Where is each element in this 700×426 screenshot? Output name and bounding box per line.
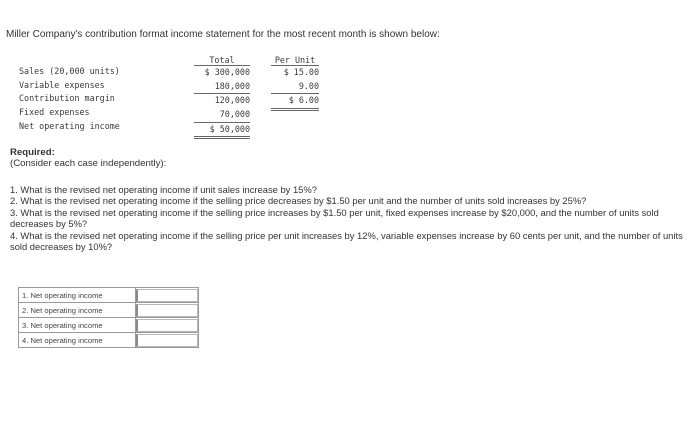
- answer-cell-1: [136, 288, 199, 303]
- total-net-operating-income: $ 50,000: [194, 123, 250, 140]
- answer-input-1[interactable]: [136, 289, 198, 302]
- question-2: 2. What is the revised net operating income if the selling price decreases by $1.50 per unit and the number of units sold increases by 25%?: [10, 195, 587, 207]
- required-title: Required:: [10, 147, 55, 158]
- total-sales: $ 300,000: [204, 67, 250, 77]
- row-label-contribution-margin: Contribution margin: [19, 93, 115, 104]
- question-4: 4. What is the revised net operating income if the selling price per unit increases by 12%, variable expenses increase by 60 cents per unit, and the number of units sold decreases by 10%?: [10, 229, 683, 253]
- per-unit-column: [271, 55, 319, 111]
- answer-row: [19, 333, 199, 348]
- answer-cell-2: [136, 303, 199, 318]
- answer-input-4[interactable]: [136, 334, 198, 347]
- answer-cell-4: [136, 333, 199, 348]
- per-unit-sales: $ 15.00: [283, 67, 319, 77]
- row-label-fixed-expenses: Fixed expenses: [19, 107, 90, 118]
- answer-label-2: 2. Net operating income: [19, 303, 136, 318]
- answer-cell-3: [136, 318, 199, 333]
- per-unit-header: Per Unit: [271, 55, 319, 66]
- total-fixed-expenses: 70,000: [194, 108, 250, 123]
- answer-row: [19, 318, 199, 333]
- row-label-net-operating-income: Net operating income: [19, 120, 120, 131]
- answer-input-3[interactable]: [136, 319, 198, 332]
- per-unit-contribution-margin: $ 6.00: [271, 94, 319, 111]
- question-1: 1. What is the revised net operating income if unit sales increase by 15%?: [10, 184, 317, 195]
- question-3: 3. What is the revised net operating income if the selling price increases by $1.50 per unit, fixed expenses increase by $20,000, and the number of units sold decreases by 5%?: [10, 206, 659, 230]
- answer-label-1: 1. Net operating income: [19, 288, 136, 303]
- answer-row: [19, 303, 199, 318]
- required-subtitle: (Consider each case independently):: [10, 158, 167, 169]
- questions-list: [10, 184, 690, 252]
- answer-input-2[interactable]: [136, 304, 198, 317]
- answer-row: [19, 288, 199, 303]
- total-variable-expenses: 180,000: [194, 80, 250, 95]
- statement-labels: [19, 65, 189, 133]
- row-label-variable-expenses: Variable expenses: [19, 79, 105, 90]
- total-column: [194, 55, 250, 139]
- total-header: Total: [194, 55, 250, 66]
- row-label-sales: Sales (20,000 units): [19, 66, 120, 76]
- total-contribution-margin: 120,000: [214, 95, 250, 106]
- answer-table: [18, 287, 199, 348]
- answer-label-3: 3. Net operating income: [19, 318, 136, 333]
- answer-label-4: 4. Net operating income: [19, 333, 136, 348]
- intro-text: Miller Company's contribution format income statement for the most recent month is shown below:: [6, 29, 440, 40]
- per-unit-variable-expenses: 9.00: [271, 80, 319, 95]
- required-section: [10, 147, 166, 169]
